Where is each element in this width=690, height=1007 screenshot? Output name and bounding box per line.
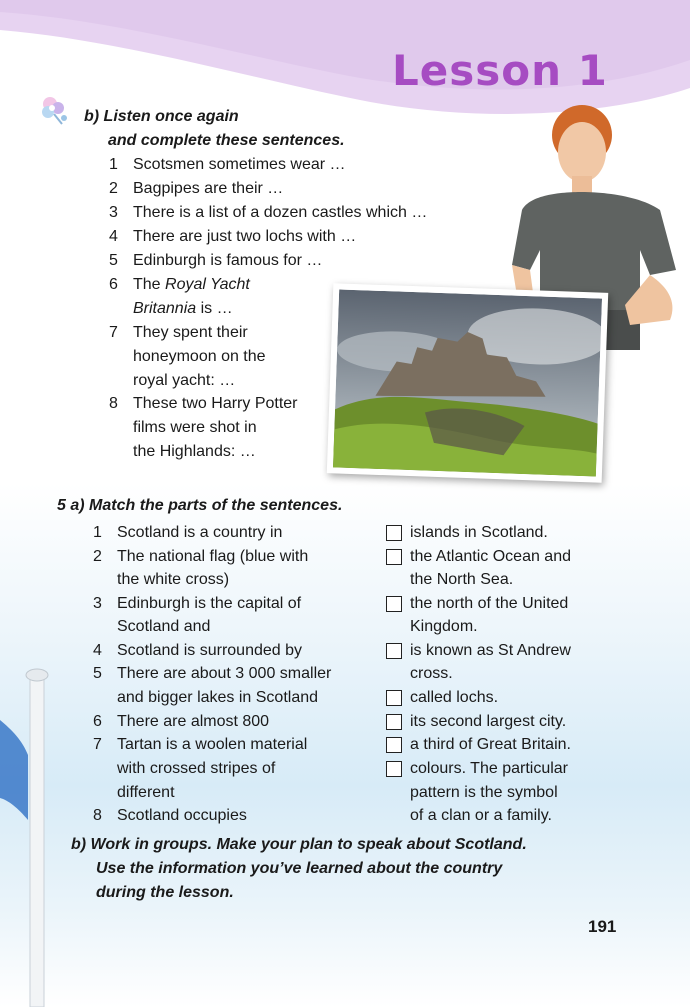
- list-item-number: 8: [109, 395, 118, 412]
- list-item-number: 7: [109, 324, 118, 341]
- match-left-item: Scotland is surrounded by: [117, 642, 302, 659]
- list-item-continued: the Highlands: …: [133, 443, 256, 460]
- match-checkbox[interactable]: [386, 690, 402, 706]
- match-right-item: islands in Scotland.: [410, 524, 548, 541]
- match-right-item-continued: of a clan or a family.: [410, 807, 552, 824]
- match-checkbox[interactable]: [386, 643, 402, 659]
- match-left-number: 1: [93, 524, 102, 541]
- match-heading: 5 a) Match the parts of the sentences.: [57, 497, 343, 514]
- match-left-item: Scotland occupies: [117, 807, 247, 824]
- edinburgh-castle-photo: [327, 283, 608, 482]
- match-left-number: 6: [93, 713, 102, 730]
- match-left-number: 2: [93, 548, 102, 565]
- yacht-name-part1: Royal Yacht: [165, 276, 250, 293]
- match-left-item: Scotland is a country in: [117, 524, 283, 541]
- match-left-number: 5: [93, 665, 102, 682]
- match-right-item: colours. The particular: [410, 760, 568, 777]
- match-right-item: called lochs.: [410, 689, 499, 706]
- match-left-item-continued: and bigger lakes in Scotland: [117, 689, 319, 706]
- list-item: The Royal Yacht: [133, 276, 250, 293]
- match-left-item-continued: the white cross): [117, 571, 230, 588]
- match-left-number: 3: [93, 595, 102, 612]
- match-right-item: the north of the United: [410, 595, 569, 612]
- match-right-item-continued: cross.: [410, 665, 453, 682]
- match-left-item: There are almost 800: [117, 713, 270, 730]
- match-right-item: the Atlantic Ocean and: [410, 548, 571, 565]
- listen-heading-line2: and complete these sentences.: [108, 132, 345, 149]
- match-left-number: 4: [93, 642, 102, 659]
- list-item: Scotsmen sometimes wear …: [133, 156, 346, 173]
- match-left-item: Edinburgh is the capital of: [117, 595, 302, 612]
- list-item-number: 2: [109, 180, 118, 197]
- match-left-item: Tartan is a woolen material: [117, 736, 308, 753]
- list-item: Bagpipes are their …: [133, 180, 284, 197]
- match-checkbox[interactable]: [386, 737, 402, 753]
- match-right-item: a third of Great Britain.: [410, 736, 571, 753]
- list-item: There is a list of a dozen castles which …: [133, 204, 428, 221]
- match-left-item: The national flag (blue with: [117, 548, 309, 565]
- list-item-continued: films were shot in: [133, 419, 257, 436]
- match-left-item: There are about 3 000 smaller: [117, 665, 332, 682]
- list-item: They spent their: [133, 324, 248, 341]
- list-item-number: 5: [109, 252, 118, 269]
- match-left-item-continued: different: [117, 784, 175, 801]
- match-right-item-continued: pattern is the symbol: [410, 784, 558, 801]
- yacht-name-part2: Britannia: [133, 300, 197, 317]
- list-item: These two Harry Potter: [133, 395, 298, 412]
- list-item-number: 3: [109, 204, 118, 221]
- listen-heading-line1: b) Listen once again: [84, 108, 239, 125]
- lesson-title: Lesson 1: [392, 46, 608, 95]
- match-left-item-continued: with crossed stripes of: [117, 760, 276, 777]
- groups-task-line3: during the lesson.: [96, 884, 234, 901]
- match-checkbox[interactable]: [386, 525, 402, 541]
- match-right-item: is known as St Andrew: [410, 642, 571, 659]
- match-right-item-continued: Kingdom.: [410, 618, 478, 635]
- match-checkbox[interactable]: [386, 596, 402, 612]
- flower-icon: [36, 94, 76, 130]
- list-item: There are just two lochs with …: [133, 228, 357, 245]
- match-left-item-continued: Scotland and: [117, 618, 211, 635]
- match-right-item-continued: the North Sea.: [410, 571, 514, 588]
- match-right-item: its second largest city.: [410, 713, 567, 730]
- list-item-number: 1: [109, 156, 118, 173]
- match-left-number: 7: [93, 736, 102, 753]
- list-item: Edinburgh is famous for …: [133, 252, 323, 269]
- page-number: 191: [588, 917, 617, 936]
- list-item-number: 6: [109, 276, 118, 293]
- list-item-number: 4: [109, 228, 118, 245]
- match-checkbox[interactable]: [386, 549, 402, 565]
- list-item-continued: Britannia is …: [133, 300, 233, 317]
- match-checkbox[interactable]: [386, 761, 402, 777]
- match-left-number: 8: [93, 807, 102, 824]
- match-checkbox[interactable]: [386, 714, 402, 730]
- list-item-continued: honeymoon on the: [133, 348, 266, 365]
- groups-task-line1: b) Work in groups. Make your plan to speak about Scotland.: [71, 836, 527, 853]
- groups-task-line2: Use the information you’ve learned about the country: [96, 860, 503, 877]
- list-item-continued: royal yacht: …: [133, 372, 236, 389]
